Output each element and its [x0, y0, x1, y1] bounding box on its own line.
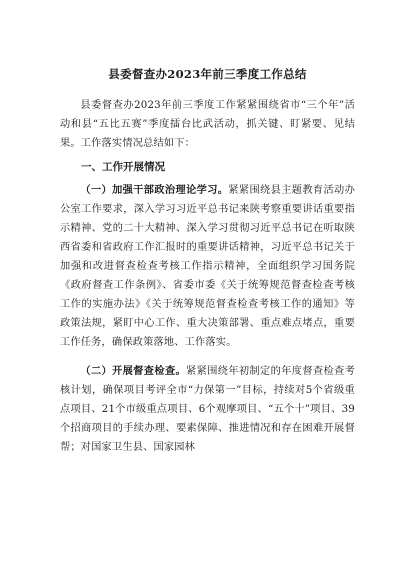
section-heading-work-status: 一、工作开展情况	[81, 161, 165, 173]
subsection-1-heading: （一）加强干部政治理论学习。	[80, 184, 229, 196]
subsection-2-paragraph	[60, 362, 355, 457]
subsection-2-heading: （二）开展督查检查。	[80, 365, 187, 377]
paragraph-gap	[60, 352, 355, 362]
subsection-1-body: 紧紧围绕县主题教育活动办公室工作要求，深入学习习近平总书记来陕考察重要讲话重要指示精神、党的二十大精神、深入学习贯彻习近平总书记在听取陕西省委和省政府工作汇报时的重要讲话精神，习近平总书记关于加强和改进督查检查考核工作指示精神，全面组织学习国务院《政府督查工作条例》、省委市委《关于统筹规范督查检查考核工作的实施办法》《关于统筹规范督查检查考核工作的通知》等政策法规，紧盯中心工作、重大决策部署、重点难点堵点，重要工作任务，确保政策落地、工作落实。	[60, 185, 355, 348]
subsection-1-paragraph	[60, 181, 355, 352]
document-title: 县委督查办2023年前三季度工作总结	[108, 67, 307, 81]
subsection-2-body: 紧紧围绕年初制定的年度督查检查考核计划，确保项目考评全市“力保第一”目标，持续对5个省级重点项目、21个市级重点项目、6个观摩项目、“五个十”项目、39个招商项目的手续办理、要素保障、推进情况和存在困难开展督帮；对国家卫生县、国家园林	[60, 366, 355, 453]
intro-paragraph: 县委督查办2023年前三季度工作紧紧围绕省市“三个年”活动和县“五比五赛”季度擂台比武活动，抓关键、盯紧要、见结果。工作落实情况总结如下：	[60, 100, 355, 149]
